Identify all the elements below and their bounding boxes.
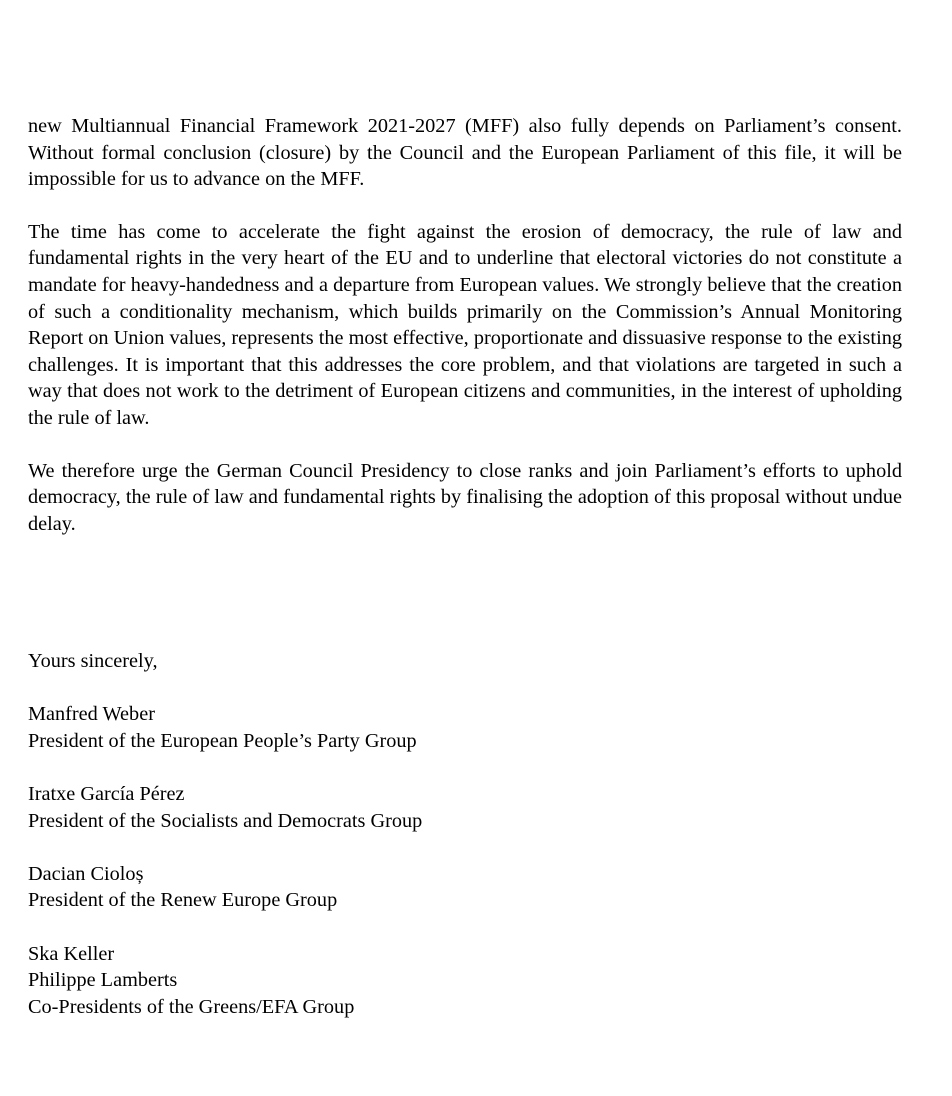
- signatory-name: Philippe Lamberts: [28, 969, 178, 992]
- closing-section: [28, 648, 902, 1020]
- signatory-name: Ska Keller: [28, 942, 115, 965]
- signatory-title: President of the Renew Europe Group: [28, 889, 338, 912]
- paragraph-mff-consent: new Multiannual Financial Framework 2021-2027 (MFF) also fully depends on Parliament’s consent. Without formal conclusion (closure) by the Council and the European Parliament of this file, it will be impossible for us to advance on the MFF.: [28, 115, 902, 191]
- signatory-title: President of the European People’s Party Group: [28, 729, 417, 752]
- signatory-title: Co-Presidents of the Greens/EFA Group: [28, 995, 355, 1018]
- closing-salutation: Yours sincerely,: [28, 650, 158, 672]
- paragraph-urge-presidency: We therefore urge the German Council Presidency to close ranks and join Parliament’s efforts to uphold democracy, the rule of law and fundamental rights by finalising the adoption of this proposal without undue delay.: [28, 459, 902, 535]
- signatory-name: Iratxe García Pérez: [28, 782, 185, 805]
- signatory-block-epp: [28, 701, 902, 754]
- signatory-name: Manfred Weber: [28, 703, 155, 726]
- signatory-block-renew: [28, 861, 902, 914]
- signatory-name: Dacian Cioloș: [28, 862, 144, 885]
- signatory-block-sd: [28, 781, 902, 834]
- paragraph-rule-of-law: The time has come to accelerate the fight against the erosion of democracy, the rule of law and fundamental rights in the very heart of the EU and to underline that electoral victories do not constitute a mandate for heavy-handedness and a departure from European values. We strongly believe that the creation of such a conditionality mechanism, which builds primarily on the Commission’s Annual Monitoring Report on Union values, represents the most effective, proportionate and dissuasive response to the existing challenges. It is important that this addresses the core problem, and that violations are targeted in such a way that does not work to the detriment of European citizens and communities, in the interest of upholding the rule of law.: [28, 220, 902, 429]
- signatory-title: President of the Socialists and Democrats Group: [28, 809, 423, 832]
- letter-body: [28, 113, 902, 537]
- signatory-block-greens: [28, 941, 902, 1021]
